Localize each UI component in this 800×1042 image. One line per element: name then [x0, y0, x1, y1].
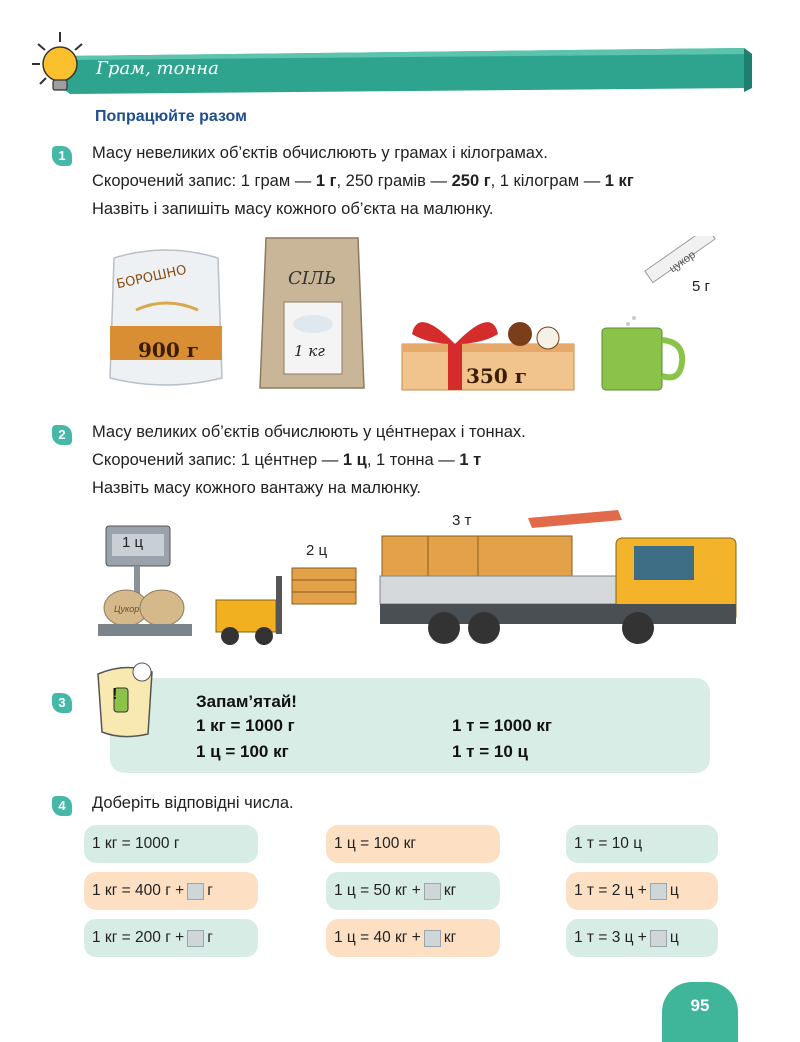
task-number-4: 4: [52, 796, 72, 816]
answer-box[interactable]: [650, 883, 667, 900]
salt-bag-illustration: [256, 232, 368, 394]
equation-pill: 1 ц = 40 кг + кг: [326, 919, 500, 957]
task-number-1: 1: [52, 146, 72, 166]
rule-c-kg: 1 ц = 100 кг: [196, 742, 289, 761]
rule-t-kg: 1 т = 1000 кг: [452, 716, 553, 735]
scale-illustration: [96, 524, 196, 644]
rule-kg-g: 1 кг = 1000 г: [196, 716, 295, 735]
task2-line1: Масу великих об’єктів обчислюють у цéнтнерах і тоннах.: [92, 423, 526, 441]
equation-pill: 1 т = 3 ц + ц: [566, 919, 718, 957]
scroll-character-icon: [92, 658, 164, 740]
task1-line2: Скорочений запис: 1 грам — 1 г, 250 грамів — 250 г, 1 кілограм — 1 кг: [92, 172, 634, 190]
equation-pill: 1 т = 2 ц + ц: [566, 872, 718, 910]
equation-pill: 1 т = 10 ц: [566, 825, 718, 863]
rule-t-c: 1 т = 10 ц: [452, 742, 528, 761]
lightbulb-icon: [30, 30, 90, 98]
task1-line1: Масу невеликих об’єктів обчислюють у грамах і кілограмах.: [92, 144, 548, 162]
page-title: Грам, тонна: [96, 58, 219, 79]
task1-line3: Назвіть і запишіть масу кожного об’єкта на малюнку.: [92, 200, 494, 218]
sugar-label: цукор: [667, 248, 698, 276]
flour-label: БОРОШНО: [115, 262, 188, 293]
page-number: 95: [662, 982, 738, 1042]
equation-pill: 1 кг = 200 г + г: [84, 919, 258, 957]
salt-label: СІЛЬ: [288, 268, 337, 289]
task4-instruction: Доберіть відповідні числа.: [92, 794, 294, 812]
task-number-3: 3: [52, 693, 72, 713]
task2-line3: Назвіть масу кожного вантажу на малюнку.: [92, 479, 421, 497]
section-subheading: Попрацюйте разом: [95, 108, 247, 125]
equation-pill: 1 кг = 1000 г: [84, 825, 258, 863]
remember-title: Запам’ятай!: [196, 692, 297, 711]
truck-illustration: [378, 508, 742, 650]
mug-sugar-illustration: [598, 236, 718, 394]
salt-mass: 1 кг: [294, 342, 325, 360]
sugar-mass: 5 г: [692, 278, 710, 295]
equation-pill: 1 кг = 400 г + г: [84, 872, 258, 910]
flour-bag-illustration: [106, 240, 226, 392]
forklift-mass: 2 ц: [306, 542, 328, 559]
answer-box[interactable]: [187, 883, 204, 900]
equation-pill: 1 ц = 50 кг + кг: [326, 872, 500, 910]
answer-box[interactable]: [187, 930, 204, 947]
gift-mass: 350 г: [466, 364, 527, 388]
truck-mass: 3 т: [452, 512, 472, 529]
task2-line2: Скорочений запис: 1 цéнтнер — 1 ц, 1 тонна — 1 т: [92, 451, 482, 469]
forklift-illustration: [212, 566, 360, 646]
flour-mass: 900 г: [138, 338, 199, 362]
task-number-2: 2: [52, 425, 72, 445]
scale-display: 1 ц: [122, 534, 144, 551]
answer-box[interactable]: [424, 930, 441, 947]
sugar-bag-label: Цукор: [114, 604, 140, 614]
remember-badge: !: [112, 686, 118, 703]
equation-pill: 1 ц = 100 кг: [326, 825, 500, 863]
answer-box[interactable]: [424, 883, 441, 900]
answer-box[interactable]: [650, 930, 667, 947]
